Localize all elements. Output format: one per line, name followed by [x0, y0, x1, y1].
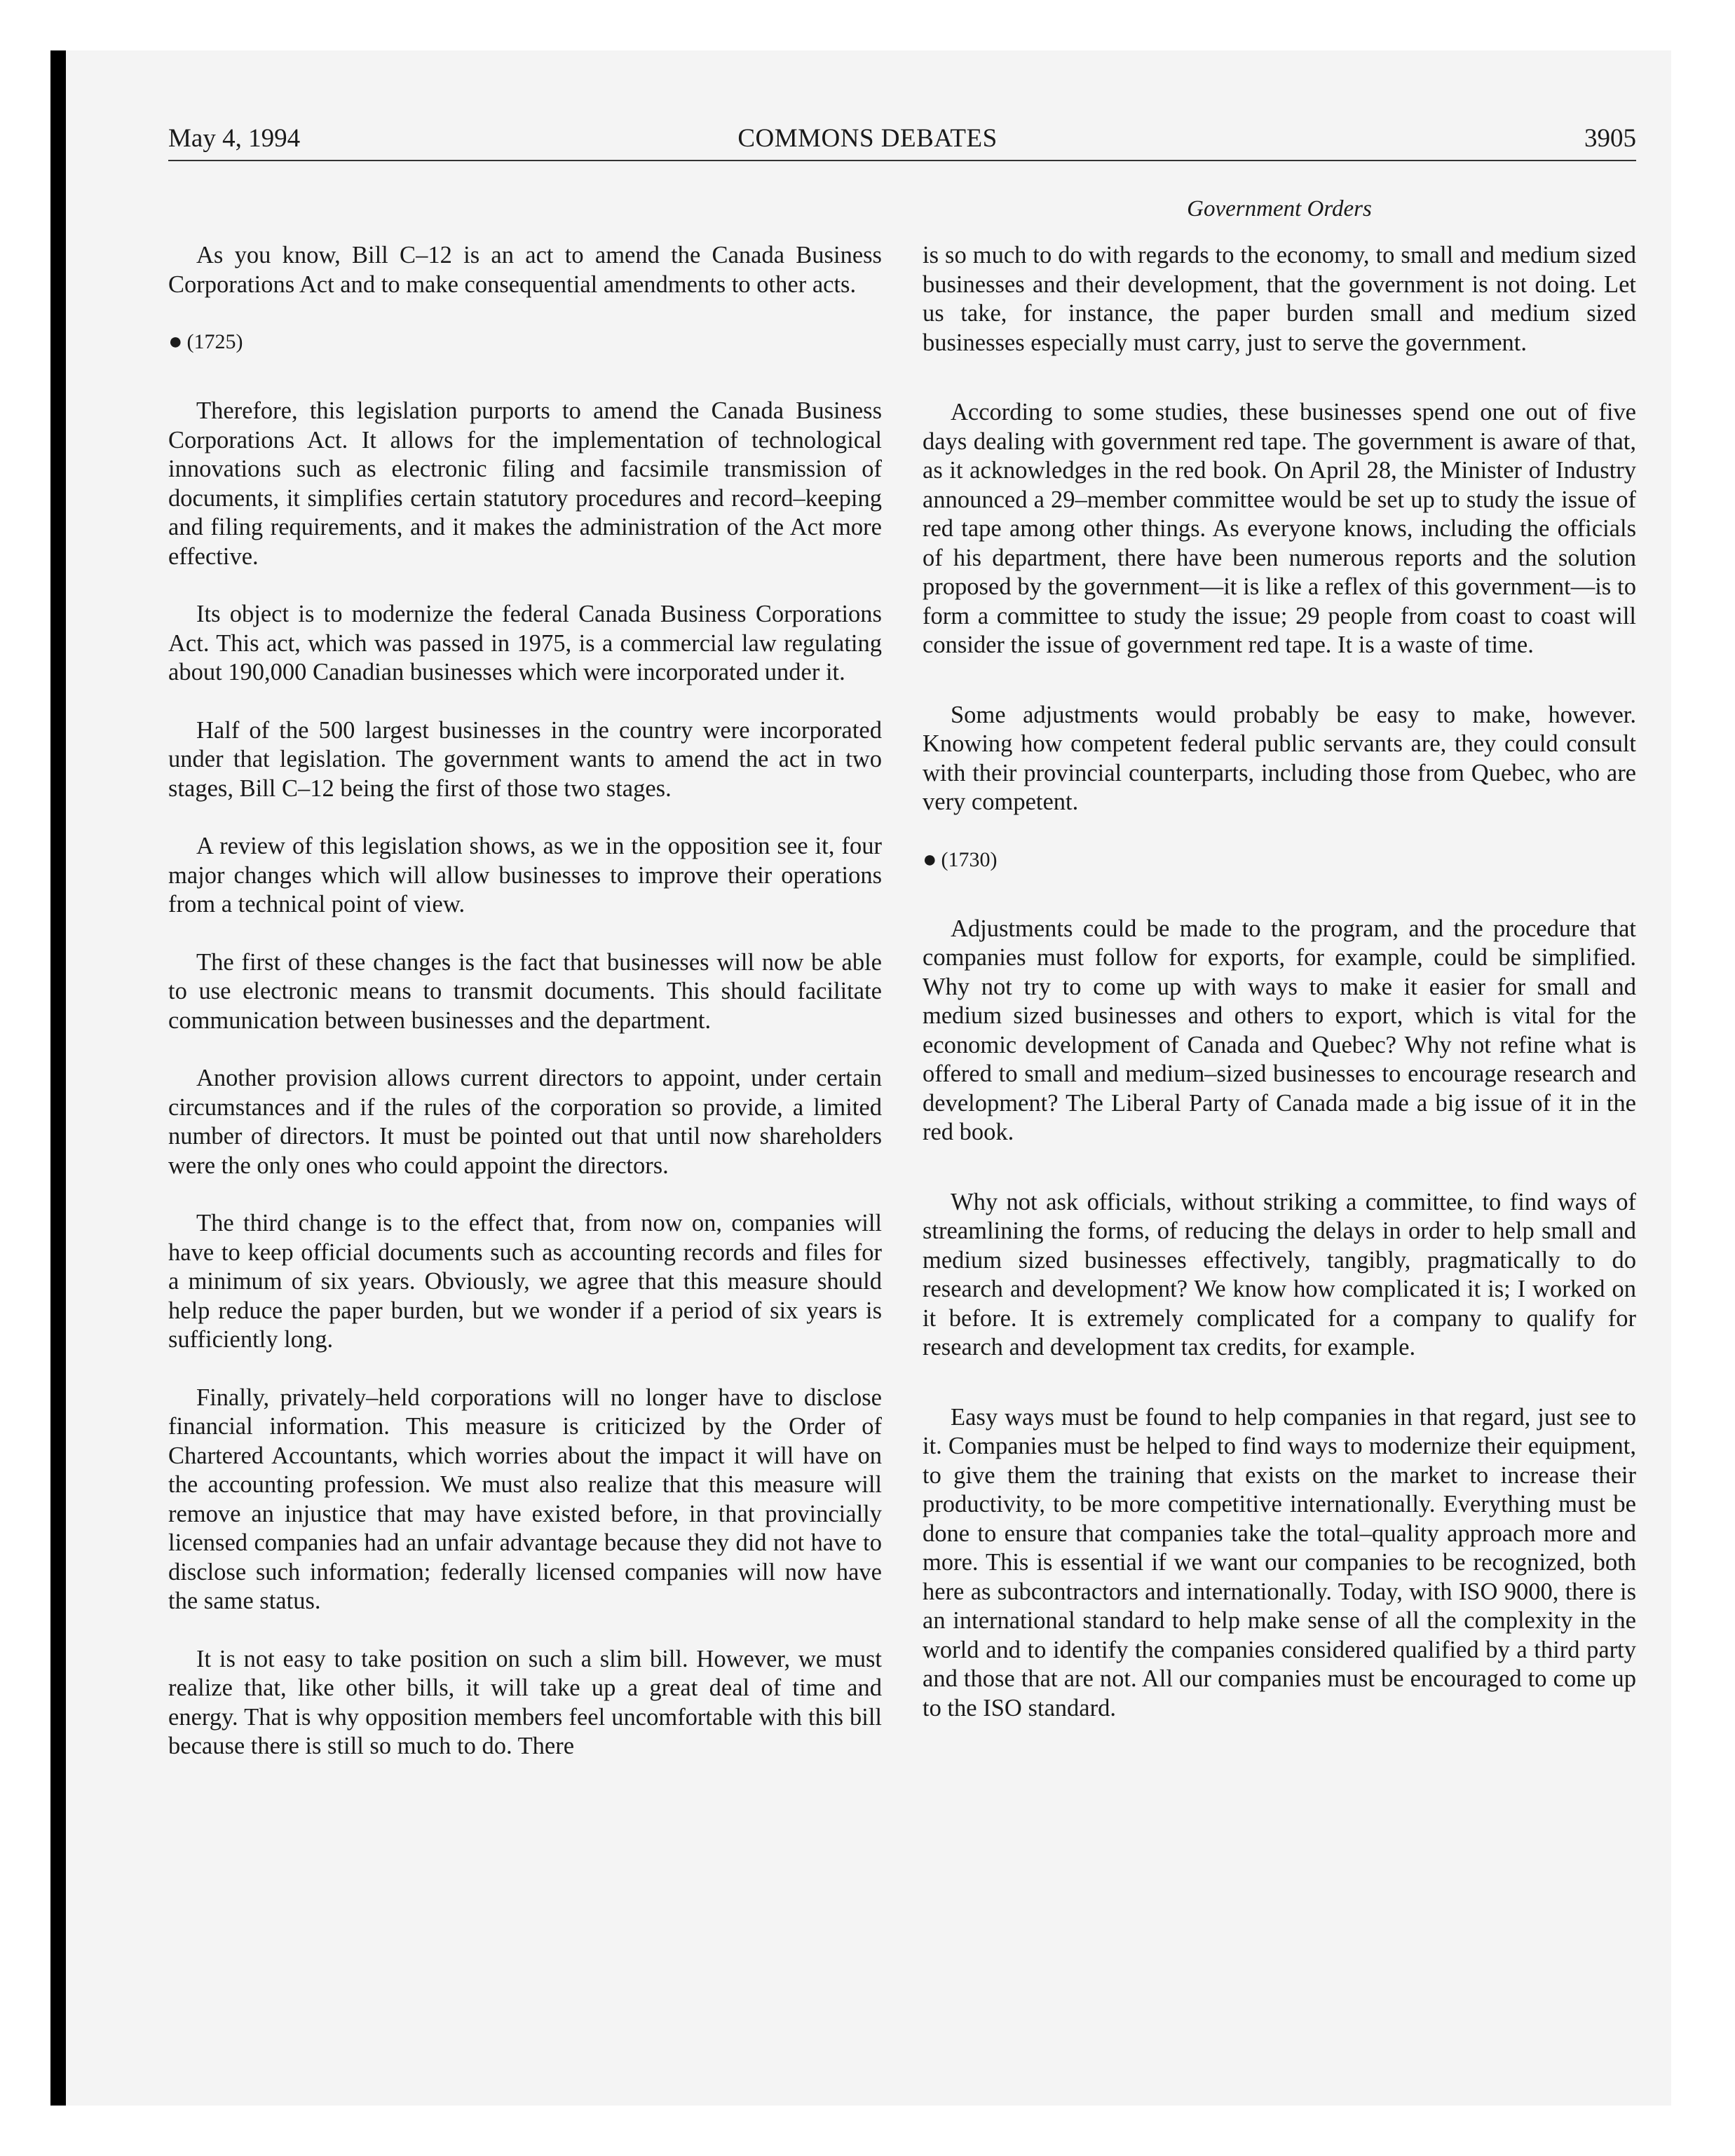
bullet-icon: ● [168, 329, 183, 355]
time-marker-text: (1725) [186, 330, 243, 353]
right-column [923, 241, 1636, 1723]
scan-border [50, 50, 66, 2106]
paragraph: is so much to do with regards to the economy, to small and medium sized businesses and their development, that the government is not doing. Let us take, for instance, the paper burden small and medium sized businesses especially must carry, just to serve the government. [923, 242, 1636, 356]
time-marker [168, 328, 882, 356]
paragraph: The third change is to the effect that, from now on, companies will have to keep official documents such as accounting records and files for a minimum of six years. Obviously, we agree that this measure should help reduce the paper burden, but we wonder if a period of six years is sufficiently long. [168, 1210, 882, 1353]
paragraph: A review of this legislation shows, as we in the opposition see it, four major changes which will allow businesses to improve their operations from a technical point of view. [168, 833, 882, 917]
left-column [168, 241, 882, 1761]
header-title: COMMONS DEBATES [737, 124, 998, 153]
paragraph: It is not easy to take position on such a slim bill. However, we must realize that, like other bills, it will take up a great deal of time and energy. That is why opposition members feel uncomfortable with this bill because there is still so much to do. There [168, 1645, 882, 1759]
paragraph: Its object is to modernize the federal Canada Business Corporations Act. This act, which was passed in 1975, is a commercial law regulating about 190,000 Canadian businesses which were incorporated under it. [168, 601, 882, 685]
paragraph: Why not ask officials, without striking a committee, to find ways of streamlining the forms, of reducing the delays in order to help small and medium sized businesses effectively, tangibly, pragmatically to do research and development? We know how complicated it is; I worked on it before. It is extremely complicated for a company to qualify for research and development tax credits, for example. [923, 1188, 1636, 1360]
header-date: May 4, 1994 [168, 124, 301, 153]
header-rule [168, 160, 1636, 161]
paragraph: Easy ways must be found to help companies in that regard, just see to it. Companies must be helped to find ways to modernize their equipment, to give them the training that exists on the market to increase their productivity, to be more competitive internationally. Everything must be done to ensure that companies take the total–quality approach more and more. This is essential if we want our companies to be recognized, both here as subcontractors and internationally. Today, with ISO 9000, there is an international standard to help make sense of all the complexity in the world and to identify the companies considered qualified by a third party and those that are not. All our companies must be encouraged to come up to the ISO standard. [923, 1403, 1636, 1721]
paragraph: As you know, Bill C–12 is an act to amend the Canada Business Corporations Act and to make consequential amendments to other acts. [168, 242, 882, 298]
time-marker-text: (1730) [941, 847, 998, 871]
paragraph: Finally, privately–held corporations will no longer have to disclose financial information. This measure is criticized by the Order of Chartered Accountants, which worries about the impact it will have on the accounting profession. We must also realize that this measure will remove an injustice that may have existed before, in that provincially licensed companies had an unfair advantage because they did not have to disclose such information; federally licensed companies will now have the same status. [168, 1384, 882, 1614]
paragraph: Half of the 500 largest businesses in the country were incorporated under that legislation. The government wants to amend the act in two stages, Bill C–12 being the first of those two stages. [168, 716, 882, 802]
header-page-number: 3905 [1584, 124, 1636, 153]
paragraph: Some adjustments would probably be easy to make, however. Knowing how competent federal public servants are, they could consult with their provincial counterparts, including those from Quebec, who are very competent. [923, 701, 1636, 815]
paragraph: According to some studies, these businesses spend one out of five days dealing with government red tape. The government is aware of that, as it acknowledges in the red book. On April 28, the Minister of Industry announced a 29–member committee would be set up to study the issue of red tape among other things. As everyone knows, including the officials of his department, there have been numerous reports and the solution proposed by the government—it is like a reflex of this government—is to form a committee to study the issue; 29 people from coast to coast will consider the issue of government red tape. It is a waste of time. [923, 399, 1636, 658]
section-title: Government Orders [1187, 196, 1372, 221]
paragraph: Adjustments could be made to the program, and the procedure that companies must follow for exports, for example, could be simplified. Why not try to come up with ways to make it easier for small and medium sized businesses and others to export, which is vital for the economic development of Canada and Quebec? Why not refine what is offered to small and medium–sized businesses to encourage research and development? The Liberal Party of Canada made a big issue of it in the red book. [923, 915, 1636, 1145]
paragraph: Another provision allows current directors to appoint, under certain circumstances and if the rules of the corporation so provide, a limited number of directors. It must be pointed out that until now shareholders were the only ones who could appoint the directors. [168, 1065, 882, 1179]
paragraph: Therefore, this legislation purports to amend the Canada Business Corporations Act. It allows for the implementation of technological innovations such as electronic filing and facsimile transmission of documents, it simplifies certain statutory procedures and record–keeping and filing requirements, and it makes the administration of the Act more effective. [168, 397, 882, 570]
bullet-icon: ● [923, 846, 937, 873]
time-marker [923, 846, 1636, 874]
paragraph: The first of these changes is the fact that businesses will now be able to use electronic means to transmit documents. This should facilitate communication between businesses and the department. [168, 948, 882, 1034]
